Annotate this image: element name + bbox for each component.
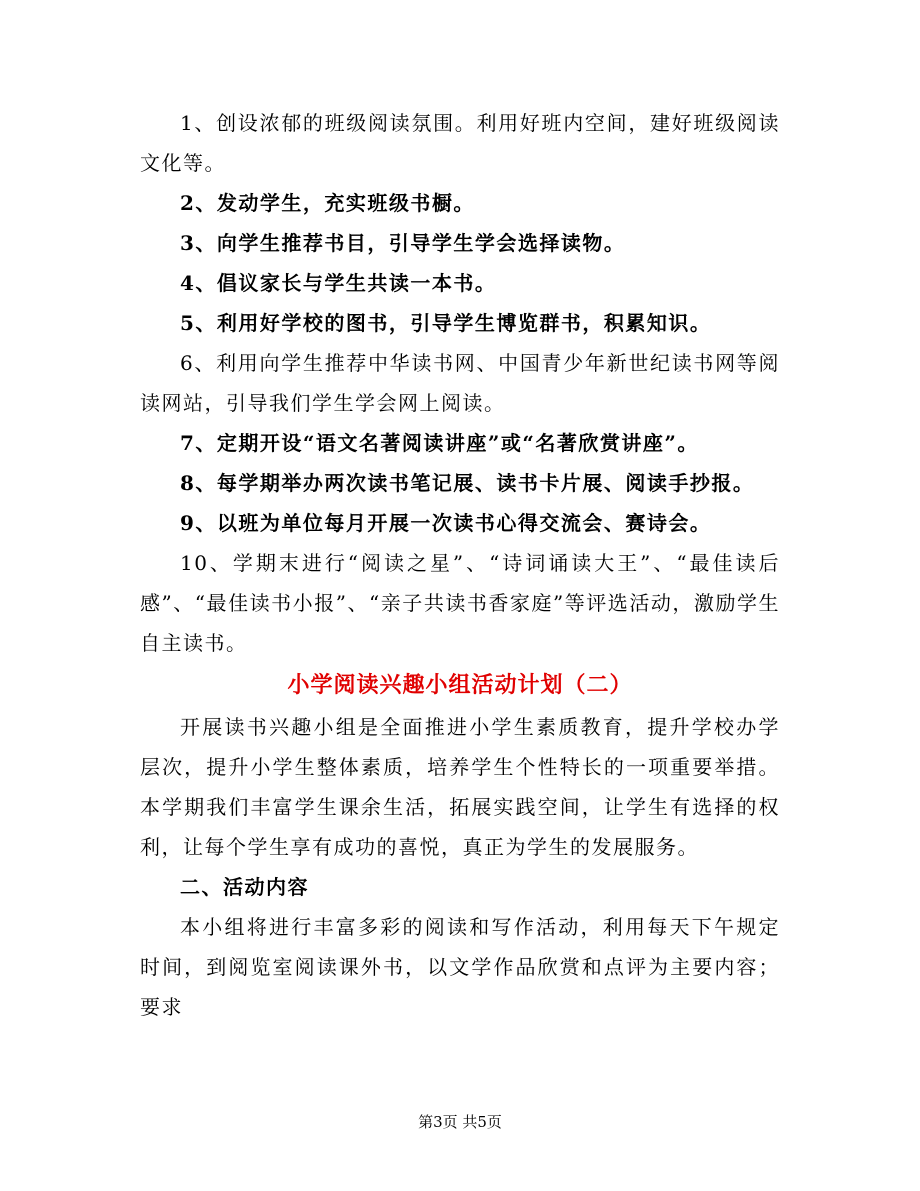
- document-body: [140, 103, 780, 1027]
- list-item-9: 9、以班为单位每月开展一次读书心得交流会、赛诗会。: [180, 511, 712, 535]
- page-number: 第3页 共5页: [418, 1113, 502, 1131]
- list-item-7: 7、定期开设“语文名著阅读讲座”或“名著欣赏讲座”。: [180, 431, 699, 455]
- list-item-3: 3、向学生推荐书目，引导学生学会选择读物。: [180, 231, 626, 255]
- list-item-10: 10、学期末进行“阅读之星”、“诗词诵读大王”、“最佳读后感”、“最佳读书小报”、“亲子共读书香家庭”等评选活动，激励学生自主读书。: [140, 551, 780, 655]
- list-item-6: 6、利用向学生推荐中华读书网、中国青少年新世纪读书网等阅读网站，引导我们学生学会网上阅读。: [140, 351, 780, 415]
- list-item-5: 5、利用好学校的图书，引导学生博览群书，积累知识。: [180, 311, 712, 335]
- section-heading: 二、活动内容: [180, 875, 309, 899]
- section-title: 小学阅读兴趣小组活动计划（二）: [287, 672, 633, 698]
- list-item-1: 1、创设浓郁的班级阅读氛围。利用好班内空间，建好班级阅读文化等。: [140, 111, 780, 175]
- list-item-2: 2、发动学生，充实班级书橱。: [180, 191, 475, 215]
- intro-paragraph: 开展读书兴趣小组是全面推进小学生素质教育，提升学校办学层次，提升小学生整体素质，培养学生个性特长的一项重要举措。本学期我们丰富学生课余生活，拓展实践空间，让学生有选择的权利，让每个学生享有成功的喜悦，真正为学生的发展服务。: [140, 715, 780, 859]
- list-item-8: 8、每学期举办两次读书笔记展、读书卡片展、阅读手抄报。: [180, 471, 755, 495]
- list-item-4: 4、倡议家长与学生共读一本书。: [180, 271, 497, 295]
- activity-paragraph: 本小组将进行丰富多彩的阅读和写作活动，利用每天下午规定时间，到阅览室阅读课外书，以文学作品欣赏和点评为主要内容；要求: [140, 915, 780, 1019]
